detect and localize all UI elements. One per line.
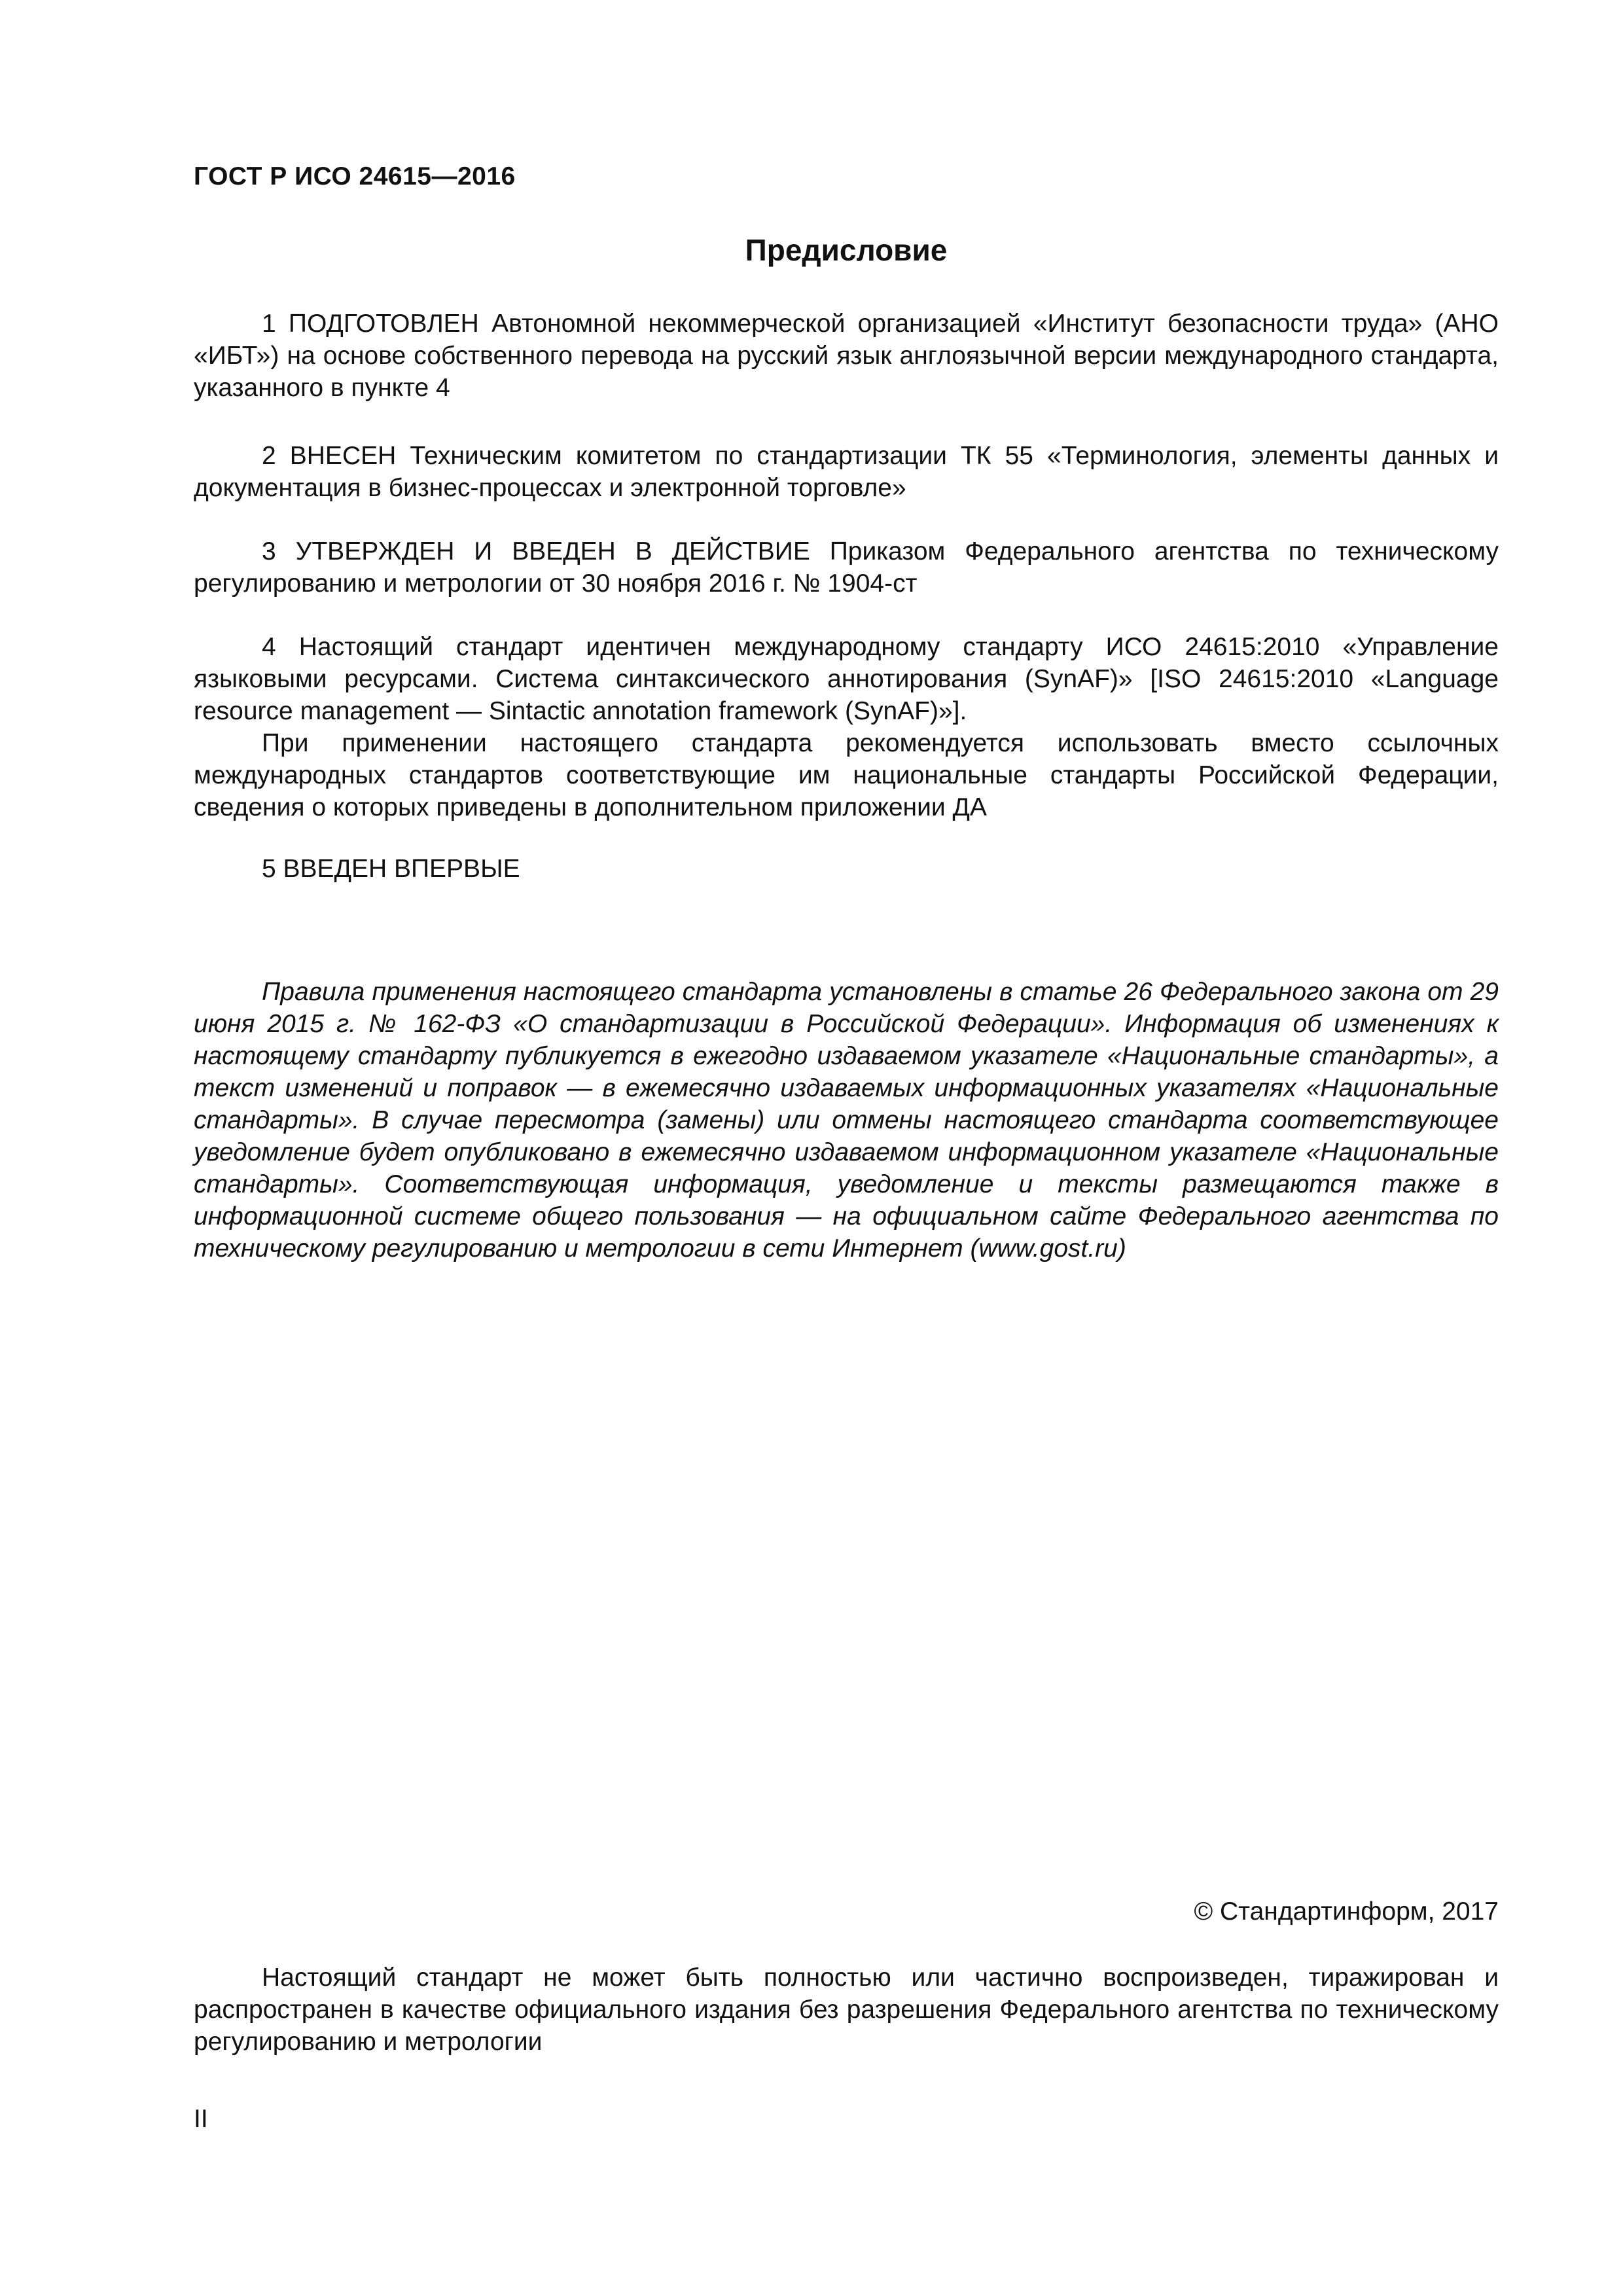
page-title: Предисловие (745, 233, 948, 267)
document-code-header: ГОСТ Р ИСО 24615—2016 (194, 162, 516, 190)
foreword-item-4-note: При применении настоящего стандарта рекомендуется использовать вместо ссылочных международных стандартов соответствующие им национальные стандарты Российской Федерации, сведения о которых приведены в дополнительном приложении ДА (194, 729, 1499, 821)
foreword-item-2: 2 ВНЕСЕН Техническим комитетом по стандартизации ТК 55 «Терминология, элементы данных и документация в бизнес-процессах и электронной торговле» (194, 442, 1499, 502)
foreword-item-3: 3 УТВЕРЖДЕН И ВВЕДЕН В ДЕЙСТВИЕ Приказом Федерального агентства по техническому регулированию и метрологии от 30 ноября 2016 г. № 1904-ст (194, 537, 1499, 598)
foreword-item-5: 5 ВВЕДЕН ВПЕРВЫЕ (262, 855, 520, 883)
page-number: II (194, 2105, 208, 2133)
reproduction-notice: Настоящий стандарт не может быть полностью или частично воспроизведен, тиражирован и распространен в качестве официального издания без разрешения Федерального агентства по техническому регулированию и метрологии (194, 1964, 1499, 2056)
foreword-item-1: 1 ПОДГОТОВЛЕН Автономной некоммерческой организацией «Институт безопасности труда» (АНО «ИБТ») на основе собственного перевода на русский язык англоязычной версии международного стандарта, указанного в пункте 4 (194, 310, 1499, 402)
foreword-item-4: 4 Настоящий стандарт идентичен международному стандарту ИСО 24615:2010 «Управление языковыми ресурсами. Система синтаксического аннотирования (SynAF)» [ISO 24615:2010 «Language resource management — Sintactic annotation framework (SynAF)»]. (194, 633, 1499, 725)
rules-notice: Правила применения настоящего стандарта установлены в статье 26 Федерального закона от 29 июня 2015 г. № 162-ФЗ «О стандартизации в Российской Федерации». Информация об изменениях к настоящему стандарту публикуется в ежегодно издаваемом указателе «Национальные стандарты», а текст изменений и поправок — в ежемесячно издаваемых информационных указателях «Национальные стандарты». В случае пересмотра (замены) или отмены настоящего стандарта соответствующее уведомление будет опубликовано в ежемесячно издаваемом информационном указателе «Национальные стандарты». Соответствующая информация, уведомление и тексты размещаются также в информационной системе общего пользования — на официальном сайте Федерального агентства по техническому регулированию и метрологии в сети Интернет (www.gost.ru) (194, 978, 1499, 1263)
copyright-notice: © Стандартинформ, 2017 (1194, 1897, 1499, 1926)
